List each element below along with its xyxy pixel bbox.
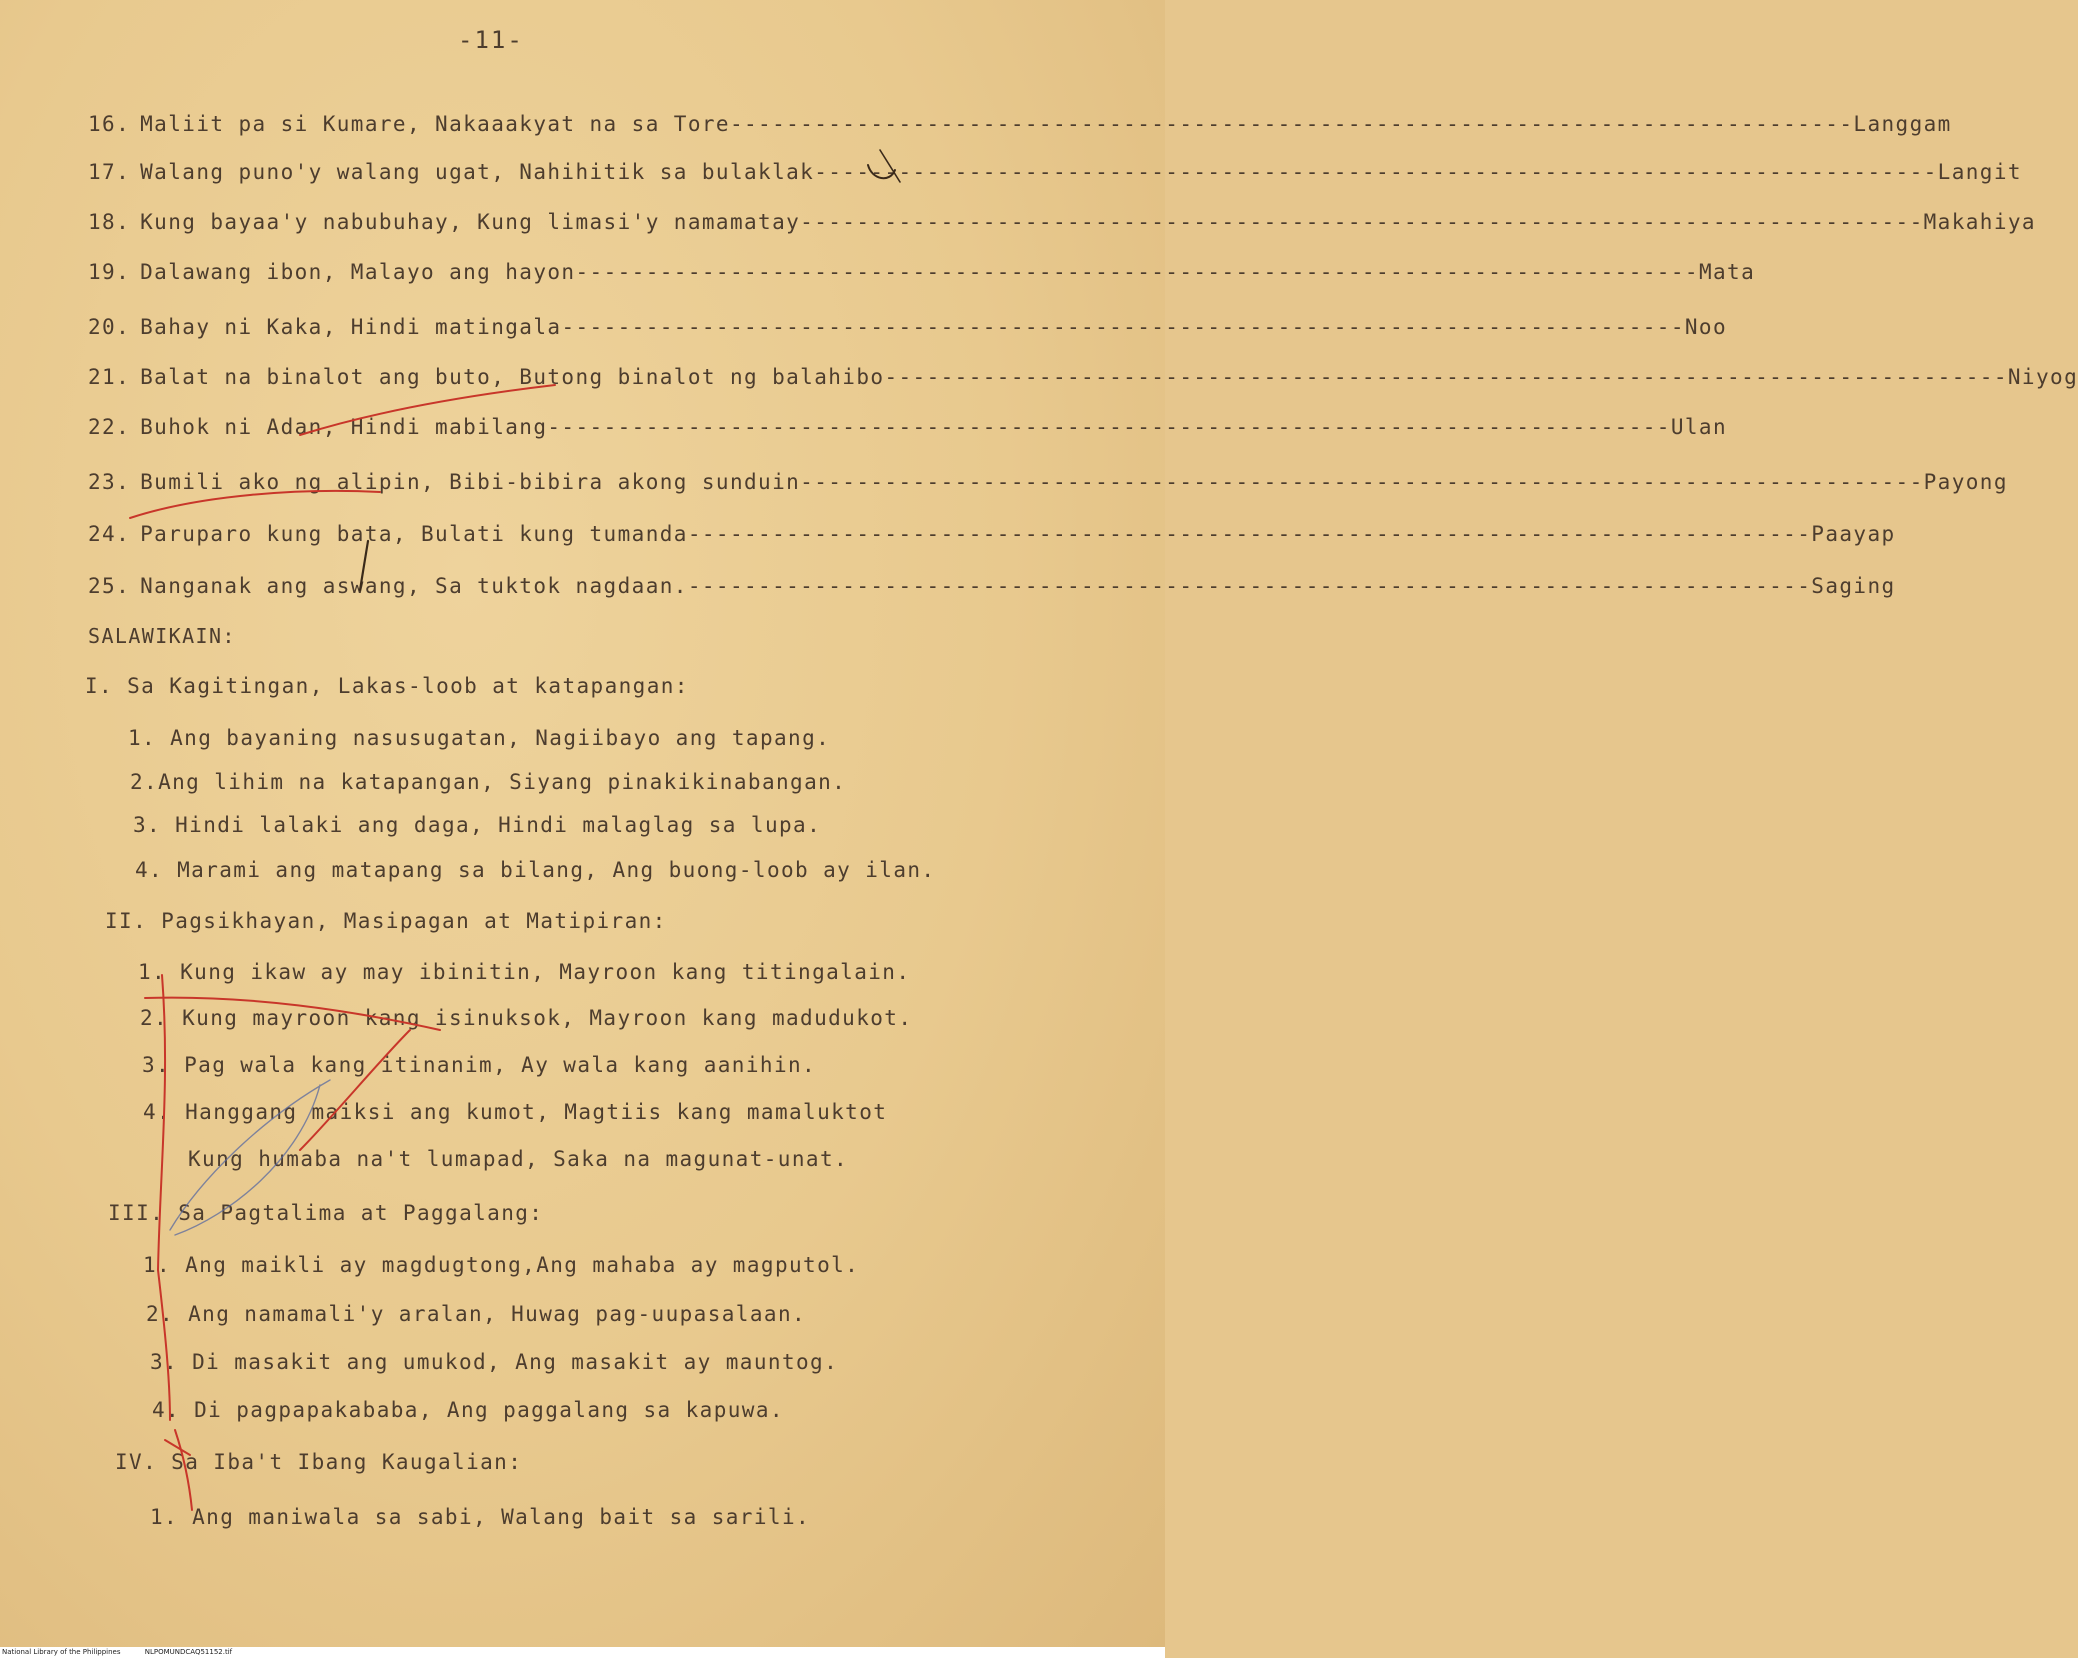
riddle-number: 24. [88, 522, 131, 546]
riddle-answer: Niyog [2007, 365, 2078, 389]
riddle-number: 20. [88, 315, 131, 339]
riddle-number: 17. [88, 160, 131, 184]
page-number: -11- [458, 26, 524, 54]
section-heading: IV. Sa Iba't Ibang Kaugalian: [115, 1450, 523, 1474]
riddle-text: Buhok ni Adan, Hindi mabilang [140, 415, 548, 439]
riddle-row [88, 112, 1952, 136]
riddle-answer: Langgam [1853, 112, 1952, 136]
riddle-text: Bahay ni Kaka, Hindi matingala [140, 315, 562, 339]
list-item: 1. Ang maikli ay magdugtong,Ang mahaba ay magputol. [143, 1253, 860, 1277]
riddle-text: Maliit pa si Kumare, Nakaaakyat na sa Tore [140, 112, 730, 136]
riddle-row [88, 470, 2008, 494]
riddle-text: Bumili ako ng alipin, Bibi-bibira akong sunduin [140, 470, 801, 494]
riddle-row [88, 574, 1896, 598]
archive-credit: National Library of the Philippines [2, 1648, 121, 1656]
riddle-text: Balat na binalot ang buto, Butong binalot ng balahibo [140, 365, 885, 389]
riddle-number: 19. [88, 260, 131, 284]
list-item: 4. Hanggang maiksi ang kumot, Magtiis kang mamaluktot [143, 1100, 888, 1124]
riddle-leader: -------------------------------------------------------------------------------- [561, 315, 1685, 339]
riddle-number: 23. [88, 470, 131, 494]
list-item: 1. Kung ikaw ay may ibinitin, Mayroon kang titingalain. [138, 960, 911, 984]
list-item: 2.Ang lihim na katapangan, Siyang pinakikinabangan. [130, 770, 847, 794]
riddle-answer: Payong [1923, 470, 2008, 494]
riddle-number: 25. [88, 574, 131, 598]
riddle-number: 22. [88, 415, 131, 439]
riddle-row [88, 365, 2078, 389]
riddle-row [88, 315, 1728, 339]
riddle-row [88, 260, 1756, 284]
riddle-row [88, 522, 1896, 546]
riddle-text: Paruparo kung bata, Bulati kung tumanda [140, 522, 688, 546]
riddle-text: Dalawang ibon, Malayo ang hayon [140, 260, 576, 284]
riddle-leader: -------------------------------------------------------------------------------- [884, 365, 2008, 389]
list-item: 1. Ang maniwala sa sabi, Walang bait sa sarili. [150, 1505, 811, 1529]
riddle-text: Walang puno'y walang ugat, Nahihitik sa bulaklak [140, 160, 815, 184]
riddle-answer: Paayap [1811, 522, 1896, 546]
riddle-answer: Makahiya [1923, 210, 2036, 234]
riddle-number: 18. [88, 210, 131, 234]
riddle-answer: Ulan [1670, 415, 1728, 439]
riddle-leader: -------------------------------------------------------------------------------- [547, 415, 1671, 439]
list-item: 4. Marami ang matapang sa bilang, Ang buong-loob ay ilan. [135, 858, 936, 882]
salawikain-heading: SALAWIKAIN: [88, 624, 236, 648]
riddle-leader: -------------------------------------------------------------------------------- [687, 574, 1812, 598]
riddle-text: Kung bayaa'y nabubuhay, Kung limasi'y namamatay [140, 210, 801, 234]
list-item: 1. Ang bayaning nasusugatan, Nagiibayo ang tapang. [128, 726, 831, 750]
riddle-row [88, 160, 2022, 184]
section-heading: III. Sa Pagtalima at Paggalang: [108, 1201, 544, 1225]
list-item: 3. Hindi lalaki ang daga, Hindi malaglag sa lupa. [133, 813, 822, 837]
section-heading: II. Pagsikhayan, Masipagan at Matipiran: [105, 909, 667, 933]
riddle-text: Nanganak ang aswang, Sa tuktok nagdaan. [140, 574, 688, 598]
riddle-leader: -------------------------------------------------------------------------------- [800, 210, 1924, 234]
archive-filename: NLPOMUNDCAQ51152.tif [144, 1648, 233, 1656]
riddle-answer: Langit [1937, 160, 2022, 184]
list-item: 4. Di pagpapakababa, Ang paggalang sa kapuwa. [152, 1398, 784, 1422]
list-item: Kung humaba na't lumapad, Saka na magunat-unat. [188, 1147, 849, 1171]
riddle-leader: -------------------------------------------------------------------------------- [729, 112, 1854, 136]
riddle-number: 16. [88, 112, 131, 136]
riddle-leader: -------------------------------------------------------------------------------- [814, 160, 1938, 184]
list-item: 3. Pag wala kang itinanim, Ay wala kang aanihin. [142, 1053, 817, 1077]
list-item: 2. Ang namamali'y aralan, Huwag pag-uupasalaan. [146, 1302, 807, 1326]
riddle-leader: -------------------------------------------------------------------------------- [575, 260, 1699, 284]
riddle-row [88, 210, 2036, 234]
riddle-number: 21. [88, 365, 131, 389]
riddle-answer: Saging [1811, 574, 1896, 598]
section-heading: I. Sa Kagitingan, Lakas-loob at katapangan: [85, 674, 689, 698]
list-item: 3. Di masakit ang umukod, Ang masakit ay mauntog. [150, 1350, 839, 1374]
archive-footer [0, 1647, 1165, 1658]
riddle-row [88, 415, 1728, 439]
riddle-leader: -------------------------------------------------------------------------------- [800, 470, 1924, 494]
riddle-answer: Noo [1684, 315, 1728, 339]
riddle-leader: -------------------------------------------------------------------------------- [687, 522, 1812, 546]
list-item: 2. Kung mayroon kang isinuksok, Mayroon kang madudukot. [140, 1006, 913, 1030]
riddle-answer: Mata [1698, 260, 1756, 284]
